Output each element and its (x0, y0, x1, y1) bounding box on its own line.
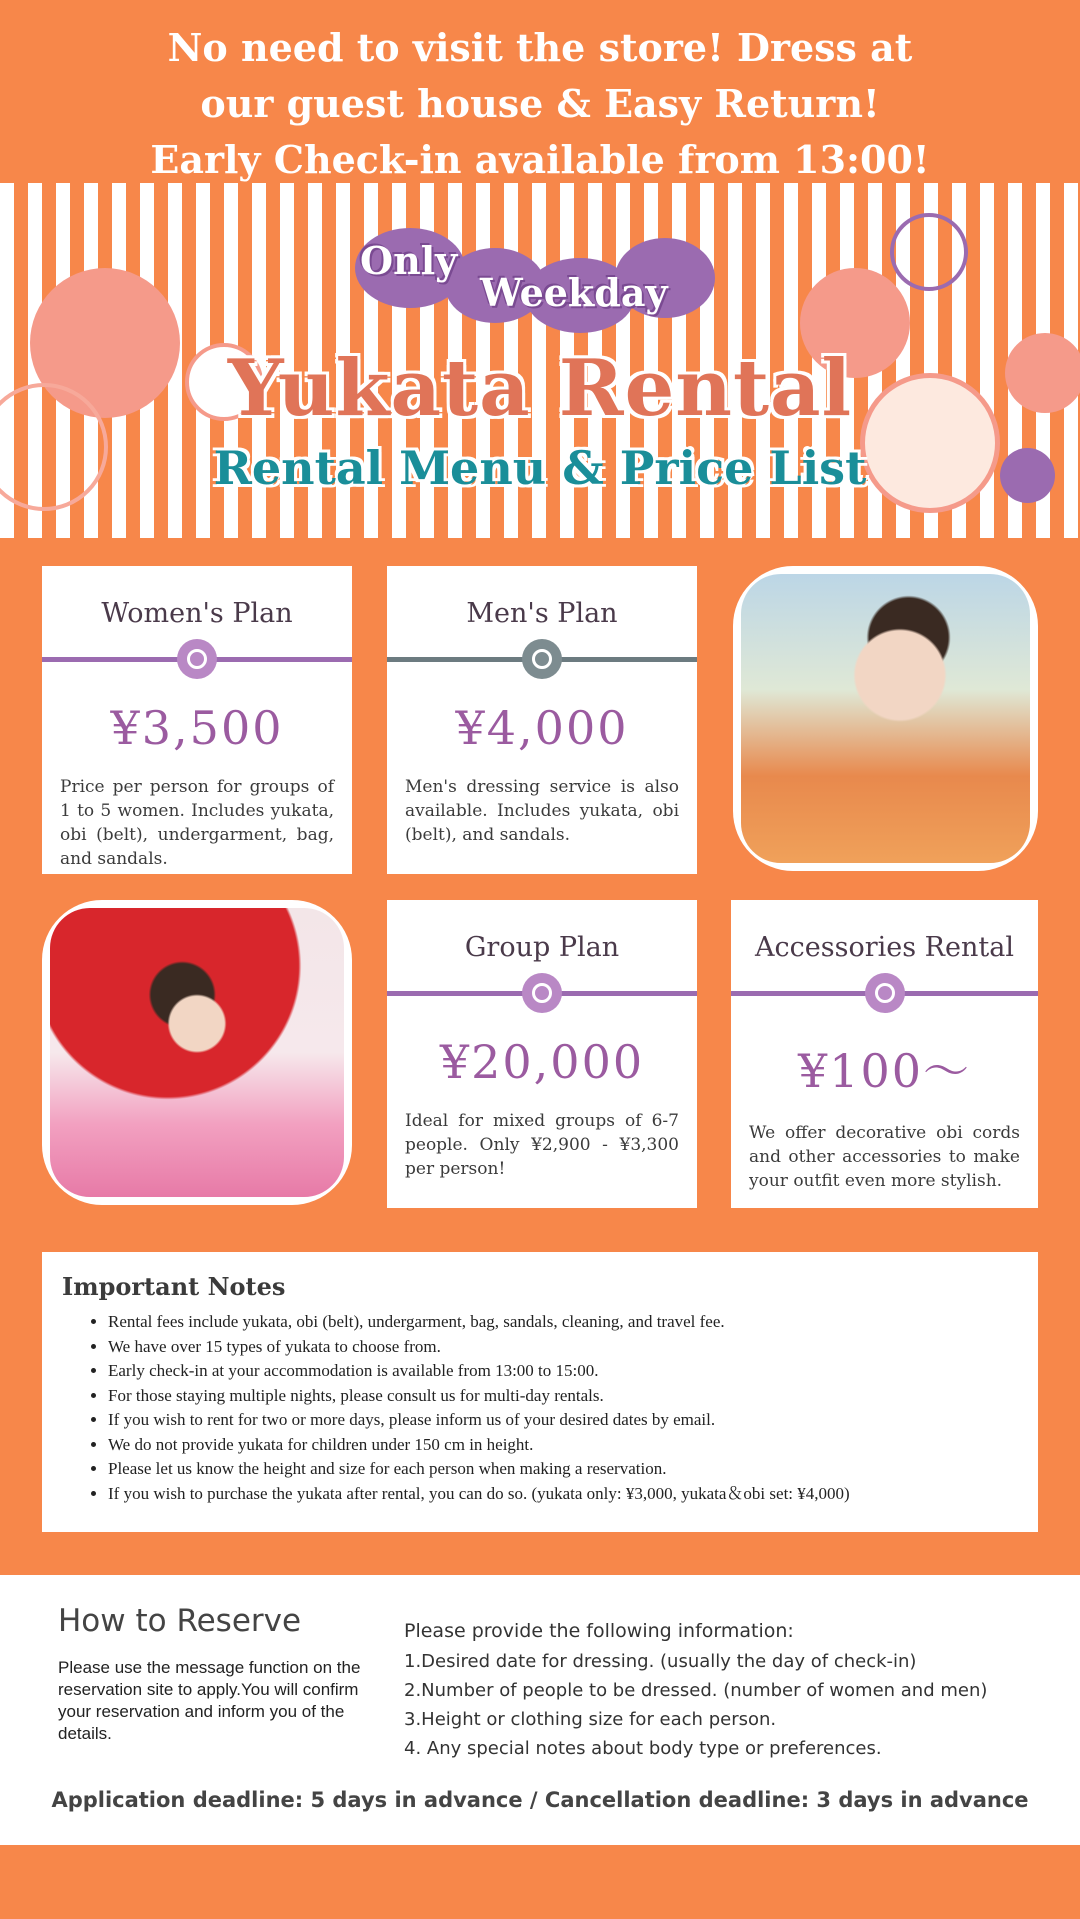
mizuhiki-knot-icon (522, 973, 562, 1013)
mens-plan-card (387, 566, 697, 874)
list-item: • For those staying multiple nights, please consult us for multi-day rentals. (108, 1384, 850, 1409)
how-to-reserve (0, 1575, 1080, 1845)
reserve-title: How to Reserve (58, 1603, 302, 1639)
info-steps (404, 1647, 987, 1763)
list-item: • We have over 15 types of yukata to choose from. (108, 1335, 850, 1360)
womens-plan-card (42, 566, 352, 874)
list-item: 2.Number of people to be dressed. (number of women and men) (404, 1680, 988, 1701)
list-item: • If you wish to purchase the yukata after rental, you can do so. (yukata only: ¥3,000, yukata＆obi set: ¥4,000) (108, 1482, 850, 1507)
notes-list (82, 1310, 850, 1506)
important-notes-title: Important Notes (62, 1272, 286, 1301)
page-title: Yukata Rental (227, 343, 853, 434)
group-plan-card (387, 900, 697, 1208)
accessories-rental-description: We offer decorative obi cords and other accessories to make your outfit even more stylish. (749, 1123, 1020, 1191)
list-item: • We do not provide yukata for children under 150 cm in height. (108, 1433, 850, 1458)
mens-plan-title: Men's Plan (466, 598, 618, 629)
badge-only: Only (360, 238, 458, 283)
mizuhiki-knot-icon (865, 973, 905, 1013)
header-banner (0, 0, 1080, 180)
list-item: 1.Desired date for dressing. (usually the day of check-in) (404, 1651, 917, 1672)
womens-plan-description: Price per person for groups of 1 to 5 women. Includes yukata, obi (belt), undergarment, bag, and sandals. (60, 777, 334, 869)
title-banner (0, 183, 1080, 538)
page-subtitle: Rental Menu & Price List (213, 441, 867, 495)
info-heading: Please provide the following information: (404, 1620, 794, 1642)
list-item: 4. Any special notes about body type or preferences. (404, 1738, 882, 1759)
accessories-rental-title: Accessories Rental (755, 932, 1014, 963)
accessories-rental-price: ¥100～ (797, 1044, 972, 1098)
womens-plan-price: ¥3,500 (110, 701, 284, 755)
accessories-rental-card (731, 900, 1038, 1208)
badge-weekday: Weekday (480, 270, 668, 315)
important-notes (42, 1252, 1038, 1532)
group-plan-title: Group Plan (464, 932, 620, 963)
parasol-woman-photo (42, 900, 352, 1205)
womens-plan-title: Women's Plan (101, 598, 293, 629)
header-line-3: Early Check-in available from 13:00! (150, 137, 930, 182)
list-item: • Please let us know the height and size for each person when making a reservation. (108, 1457, 850, 1482)
group-plan-price: ¥20,000 (439, 1035, 645, 1089)
mizuhiki-knot-icon (177, 639, 217, 679)
list-item: • Early check-in at your accommodation is available from 13:00 to 15:00. (108, 1359, 850, 1384)
list-item: • Rental fees include yukata, obi (belt), undergarment, bag, sandals, cleaning, and travel fee. (108, 1310, 850, 1335)
deadline-text: Application deadline: 5 days in advance / Cancellation deadline: 3 days in advance (51, 1788, 1029, 1812)
yukata-woman-photo (733, 566, 1038, 871)
reserve-instructions: Please use the message function on the reservation site to apply.You will confirm your reservation and inform you of the details. (58, 1658, 361, 1743)
group-plan-description: Ideal for mixed groups of 6-7 people. Only ¥2,900 - ¥3,300 per person! (405, 1111, 679, 1179)
mens-plan-price: ¥4,000 (455, 701, 629, 755)
mens-plan-description: Men's dressing service is also available. Includes yukata, obi (belt), and sandals. (405, 777, 679, 845)
header-line-1: No need to visit the store! Dress at (167, 25, 913, 70)
only-weekday-badge (355, 228, 725, 338)
mizuhiki-knot-icon (522, 639, 562, 679)
plum-blossom-icon (890, 213, 968, 291)
list-item: 3.Height or clothing size for each person. (404, 1709, 777, 1730)
list-item: • If you wish to rent for two or more days, please inform us of your desired dates by email. (108, 1408, 850, 1433)
header-line-2: our guest house & Easy Return! (200, 81, 880, 126)
